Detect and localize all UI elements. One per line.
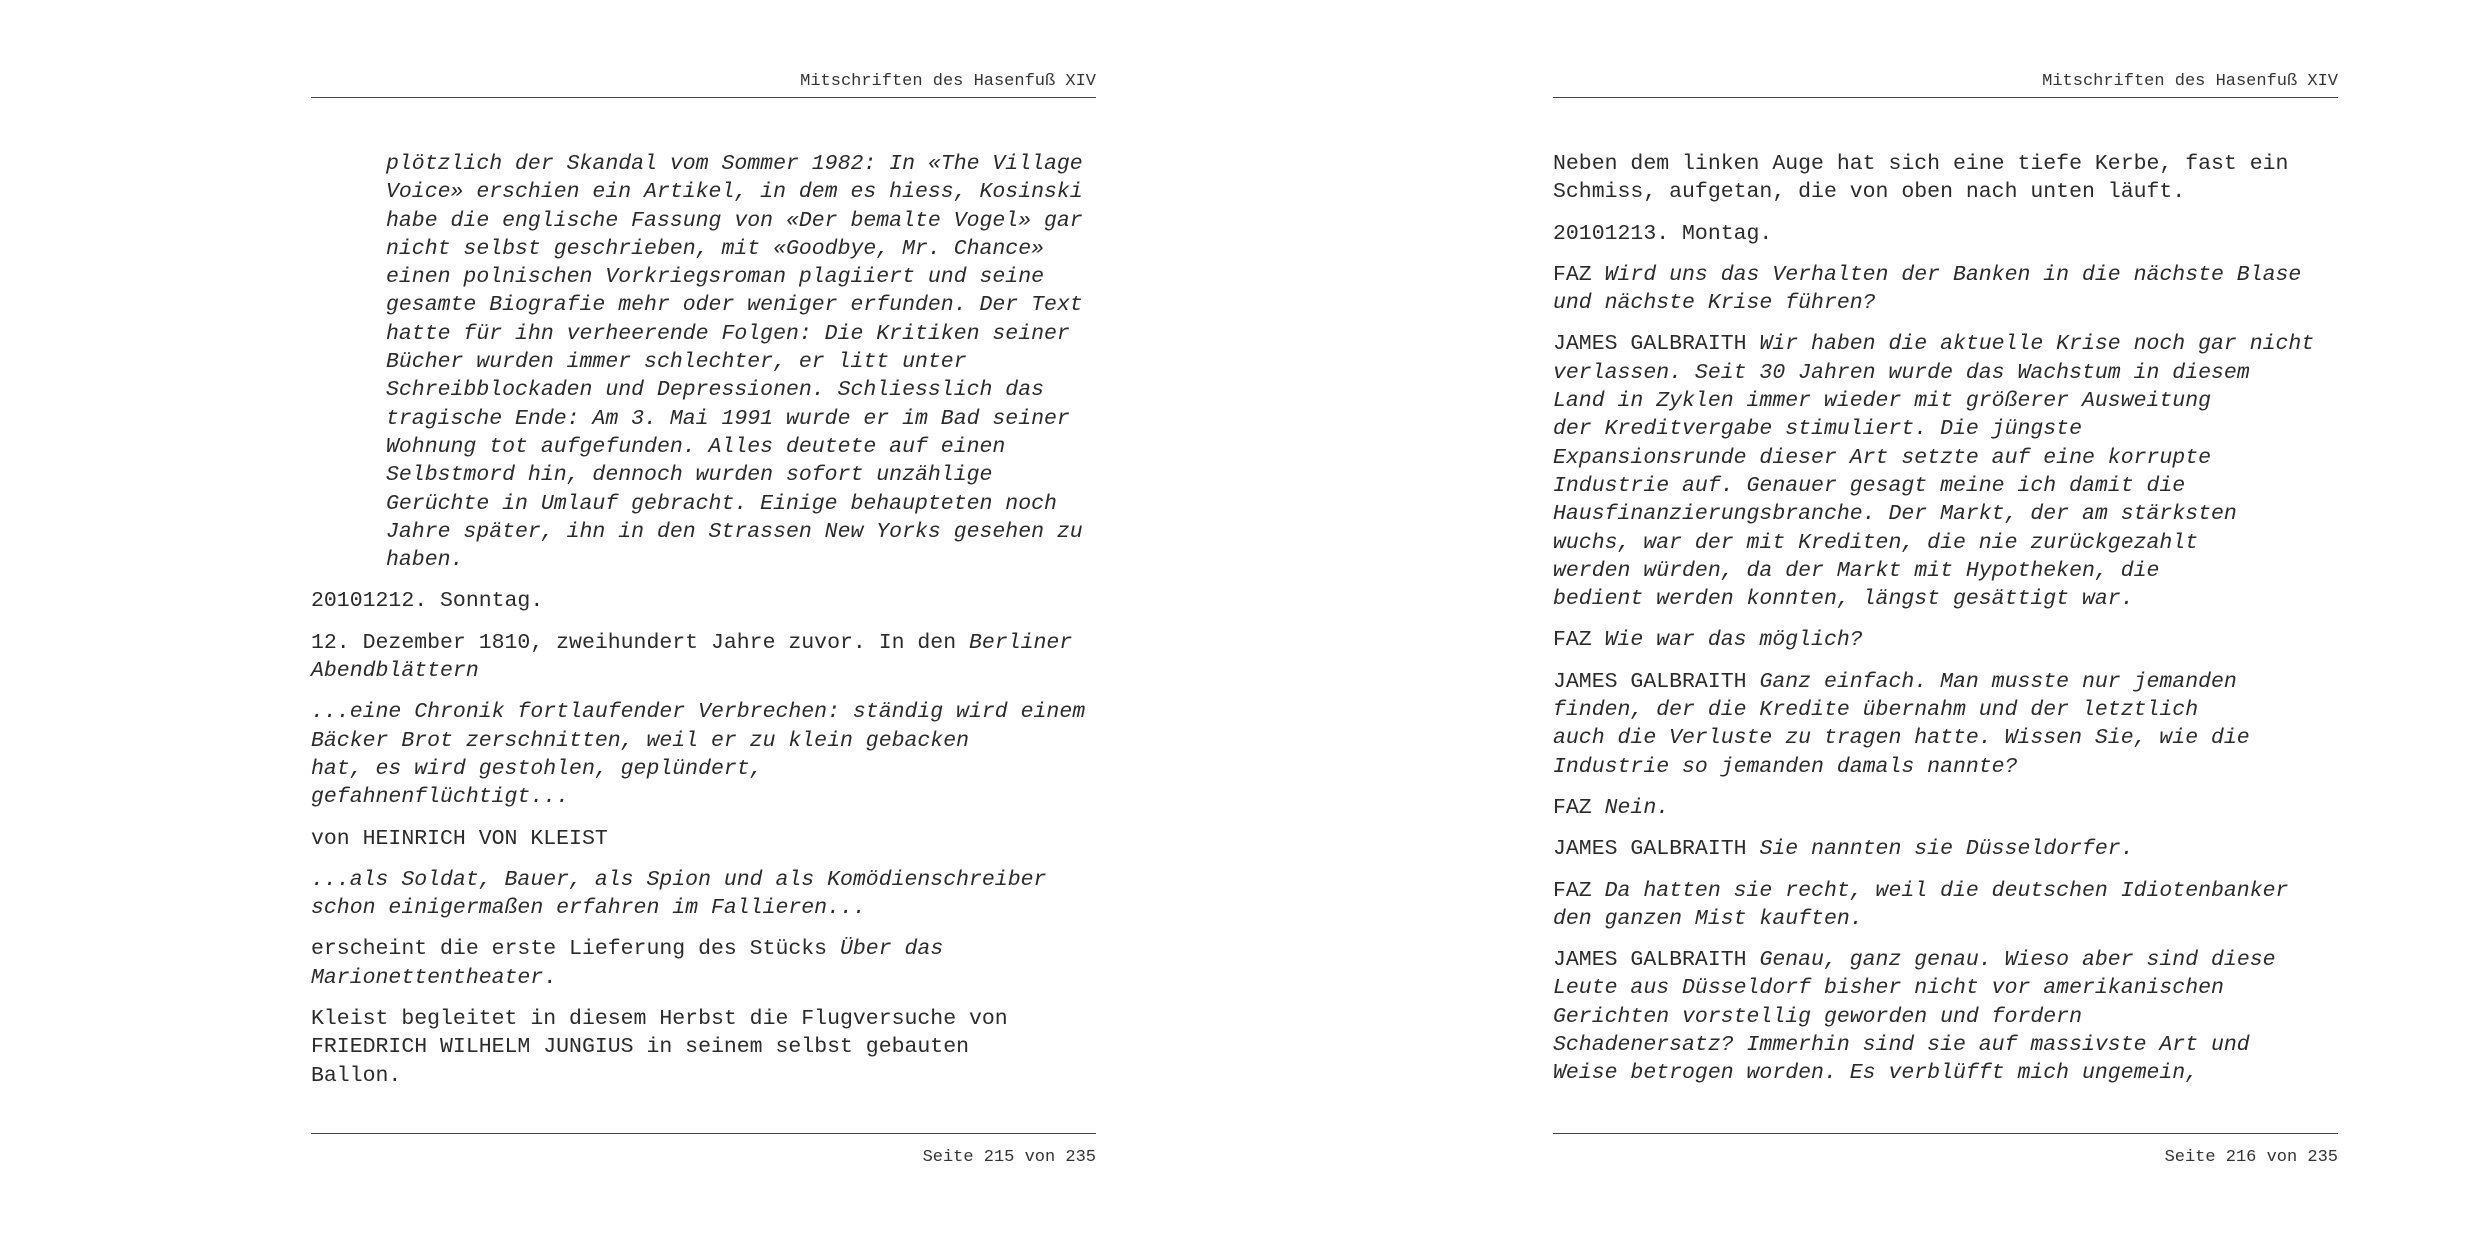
text-line bbox=[311, 1033, 1096, 1061]
work-title: Marionettentheater bbox=[311, 965, 544, 990]
speech-text: und nächste Krise führen? bbox=[1553, 291, 1876, 316]
speech-text: Ganz einfach. Man musste nur jemanden bbox=[1759, 669, 2237, 694]
dialogue-turn bbox=[1553, 794, 2338, 822]
speech-text: werden würden, da der Markt mit Hypotheken, die bbox=[1553, 558, 2160, 583]
speech-text: wuchs, war der mit Krediten, die nie zurückgezahlt bbox=[1553, 530, 2199, 555]
page-number: Seite 216 von 235 bbox=[2164, 1148, 2338, 1167]
text-line: tragische Ende: Am 3. Mai 1991 wurde er im Bad seiner bbox=[386, 406, 1070, 431]
paragraph-soldat bbox=[311, 866, 1096, 923]
text-line: Bäcker Brot zerschnitten, weil er zu klein gebacken bbox=[311, 728, 970, 753]
page-216 bbox=[1553, 0, 2338, 1240]
speech-text: Industrie auf. Genauer gesagt meine ich damit die bbox=[1553, 473, 2186, 498]
text-line: einen polnischen Vorkriegsroman plagiiert und seine bbox=[386, 265, 1045, 290]
text-line bbox=[1553, 359, 2338, 387]
footer-rule bbox=[311, 1133, 1096, 1134]
text-line bbox=[1553, 1031, 2338, 1059]
speech-text: finden, der die Kredite übernahm und der letztlich bbox=[1553, 698, 2199, 723]
text-line: hatte für ihn verheerende Folgen: Die Kritiken seiner bbox=[386, 321, 1070, 346]
text-line bbox=[1553, 330, 2338, 358]
text-line bbox=[311, 935, 1096, 963]
text-line bbox=[1553, 585, 2338, 613]
speech-text: Weise betrogen worden. Es verblüfft mich ungemein, bbox=[1553, 1061, 2199, 1086]
speaker-label: JAMES GALBRAITH bbox=[1553, 332, 1760, 357]
text-line: Ballon. bbox=[311, 1063, 402, 1088]
text-line bbox=[1553, 472, 2338, 500]
date-entry: 20101213. Montag. bbox=[1553, 221, 1773, 246]
text-line: Bücher wurden immer schlechter, er litt unter bbox=[386, 350, 967, 375]
speech-text: Hausfinanzierungsbranche. Der Markt, der am stärksten bbox=[1553, 502, 2237, 527]
text-line: nicht selbst geschrieben, mit «Goodbye, Mr. Chance» bbox=[386, 236, 1045, 261]
text-line bbox=[1553, 835, 2338, 863]
text-line: Neben dem linken Auge hat sich eine tiefe Kerbe, fast ein bbox=[1553, 152, 2289, 176]
speech-text: Leute aus Düsseldorf bisher nicht vor amerikanischen bbox=[1553, 976, 2224, 1001]
running-head: Mitschriften des Hasenfuß XIV bbox=[2042, 72, 2338, 91]
text-line bbox=[1553, 753, 2338, 781]
text-line: Schmiss, aufgetan, die von oben nach unten läuft. bbox=[1553, 180, 2186, 205]
text-run: 12. Dezember 1810, zweihundert Jahre zuvor. In den bbox=[311, 630, 970, 655]
text-line bbox=[1553, 668, 2338, 696]
interview-dialogue bbox=[1553, 261, 2338, 1088]
dialogue-turn bbox=[1553, 261, 2338, 318]
speech-text: verlassen. Seit 30 Jahren wurde das Wachstum in diesem bbox=[1553, 360, 2250, 385]
work-title: Über das bbox=[840, 937, 944, 962]
page-body bbox=[311, 150, 1096, 1103]
dialogue-turn bbox=[1553, 835, 2338, 863]
text-line bbox=[1553, 626, 2338, 654]
text-line bbox=[1553, 724, 2338, 752]
speech-text: Nein. bbox=[1604, 795, 1670, 820]
dialogue-turn bbox=[1553, 330, 2338, 613]
text-line bbox=[1553, 905, 2338, 933]
speech-text: Industrie so jemanden damals nannte? bbox=[1553, 754, 2018, 779]
paragraph-herbst bbox=[311, 1005, 1096, 1090]
text-line: Voice» erschien ein Artikel, in dem es hiess, Kosinski bbox=[386, 180, 1083, 205]
speaker-label: FAZ bbox=[1553, 262, 1605, 287]
speech-text: den ganzen Mist kauften. bbox=[1553, 906, 1863, 931]
text-line bbox=[1553, 974, 2338, 1002]
text-line: ...eine Chronik fortlaufender Verbrechen: ständig wird einem bbox=[311, 700, 1086, 725]
text-line bbox=[1553, 415, 2338, 443]
speech-text: auch die Verluste zu tragen hatte. Wissen Sie, wie die bbox=[1553, 726, 2250, 751]
speaker-label: FAZ bbox=[1553, 878, 1605, 903]
paragraph-kleist bbox=[311, 825, 1096, 853]
speech-text: Wir haben die aktuelle Krise noch gar nicht bbox=[1759, 332, 2315, 357]
dialogue-turn bbox=[1553, 668, 2338, 781]
speaker-label: JAMES GALBRAITH bbox=[1553, 837, 1760, 862]
paragraph-dezember bbox=[311, 629, 1096, 686]
page-number: Seite 215 von 235 bbox=[922, 1148, 1096, 1167]
text-line bbox=[1553, 261, 2338, 289]
text-line bbox=[1553, 500, 2338, 528]
speaker-label: JAMES GALBRAITH bbox=[1553, 948, 1760, 973]
dialogue-turn bbox=[1553, 946, 2338, 1087]
speech-text: Schadenersatz? Immerhin sind sie auf massivste Art und bbox=[1553, 1033, 2250, 1058]
speaker-label: JAMES GALBRAITH bbox=[1553, 669, 1760, 694]
text-line bbox=[1553, 877, 2338, 905]
text-run: . bbox=[543, 965, 557, 990]
header-rule bbox=[1553, 97, 2338, 98]
text-line bbox=[1553, 289, 2338, 317]
speech-text: Wie war das möglich? bbox=[1604, 628, 1863, 653]
text-line bbox=[1553, 387, 2338, 415]
page-body bbox=[1553, 150, 2338, 1101]
speaker-label: FAZ bbox=[1553, 628, 1605, 653]
page-215 bbox=[311, 0, 1096, 1240]
text-line: habe die englische Fassung von «Der bemalte Vogel» gar bbox=[386, 208, 1083, 233]
text-line: ...als Soldat, Bauer, als Spion und als Komödienschreiber bbox=[311, 867, 1047, 892]
text-line: gefahnenflüchtigt... bbox=[311, 785, 570, 810]
text-line: Wohnung tot aufgefunden. Alles deutete auf einen bbox=[386, 434, 1006, 459]
text-line bbox=[1553, 696, 2338, 724]
text-line: Kleist begleitet in diesem Herbst die Flugversuche von bbox=[311, 1007, 1008, 1032]
speech-text: Land in Zyklen immer wieder mit größerer Ausweitung bbox=[1553, 389, 2212, 414]
paragraph-lieferung bbox=[311, 935, 1096, 992]
text-line bbox=[1553, 1003, 2338, 1031]
text-line bbox=[1553, 444, 2338, 472]
text-line bbox=[1553, 529, 2338, 557]
person-name: FRIEDRICH WILHELM JUNGIUS bbox=[311, 1035, 634, 1060]
publication-title: Abendblättern bbox=[311, 659, 479, 684]
text-line: haben. bbox=[386, 548, 464, 573]
text-line: Gerüchte in Umlauf gebracht. Einige behaupteten noch bbox=[386, 491, 1057, 516]
speech-text: Gerichten vorstellig geworden und fordern bbox=[1553, 1004, 2082, 1029]
publication-title: Berliner bbox=[969, 630, 1073, 655]
text-line bbox=[1553, 794, 2338, 822]
text-line: Jahre später, ihn in den Strassen New Yorks gesehen zu bbox=[386, 519, 1083, 544]
text-line: schon einigermaßen erfahren im Fallieren... bbox=[311, 896, 866, 921]
text-run: erscheint die erste Lieferung des Stücks bbox=[311, 937, 840, 962]
footer-rule bbox=[1553, 1133, 2338, 1134]
header-rule bbox=[311, 97, 1096, 98]
text-line: gesamte Biografie mehr oder weniger erfunden. Der Text bbox=[386, 293, 1083, 318]
text-line: plötzlich der Skandal vom Sommer 1982: In «The Village bbox=[386, 152, 1083, 176]
dialogue-turn bbox=[1553, 626, 2338, 654]
text-line bbox=[311, 964, 1096, 992]
speech-text: der Kreditvergabe stimuliert. Die jüngste bbox=[1553, 417, 2082, 442]
speaker-label: FAZ bbox=[1553, 795, 1605, 820]
text-line: hat, es wird gestohlen, geplündert, bbox=[311, 756, 763, 781]
text-run: in seinem selbst gebauten bbox=[633, 1035, 970, 1060]
author-name: HEINRICH VON KLEIST bbox=[362, 826, 608, 851]
speech-text: Sie nannten sie Düsseldorfer. bbox=[1759, 837, 2134, 862]
text-line: Selbstmord hin, dennoch wurden sofort unzählige bbox=[386, 463, 993, 488]
speech-text: Expansionsrunde dieser Art setzte auf eine korrupte bbox=[1553, 445, 2212, 470]
dialogue-turn bbox=[1553, 877, 2338, 934]
text-line bbox=[311, 629, 1096, 657]
speech-text: Wird uns das Verhalten der Banken in die nächste Blase bbox=[1604, 262, 2302, 287]
running-head: Mitschriften des Hasenfuß XIV bbox=[800, 72, 1096, 91]
text-line bbox=[1553, 1059, 2338, 1087]
date-entry: 20101212. Sonntag. bbox=[311, 589, 544, 614]
speech-text: bedient werden konnten, längst gesättigt war. bbox=[1553, 587, 2134, 612]
text-line bbox=[1553, 946, 2338, 974]
quote-paragraph bbox=[311, 150, 1096, 574]
text-line: Schreibblockaden und Depressionen. Schliesslich das bbox=[386, 378, 1045, 403]
speech-text: Genau, ganz genau. Wieso aber sind diese bbox=[1759, 948, 2276, 973]
text-line bbox=[1553, 557, 2338, 585]
paragraph-auge bbox=[1553, 150, 2338, 207]
text-run: von bbox=[311, 826, 363, 851]
paragraph-chronik bbox=[311, 698, 1096, 811]
speech-text: Da hatten sie recht, weil die deutschen Idiotenbanker bbox=[1604, 878, 2289, 903]
